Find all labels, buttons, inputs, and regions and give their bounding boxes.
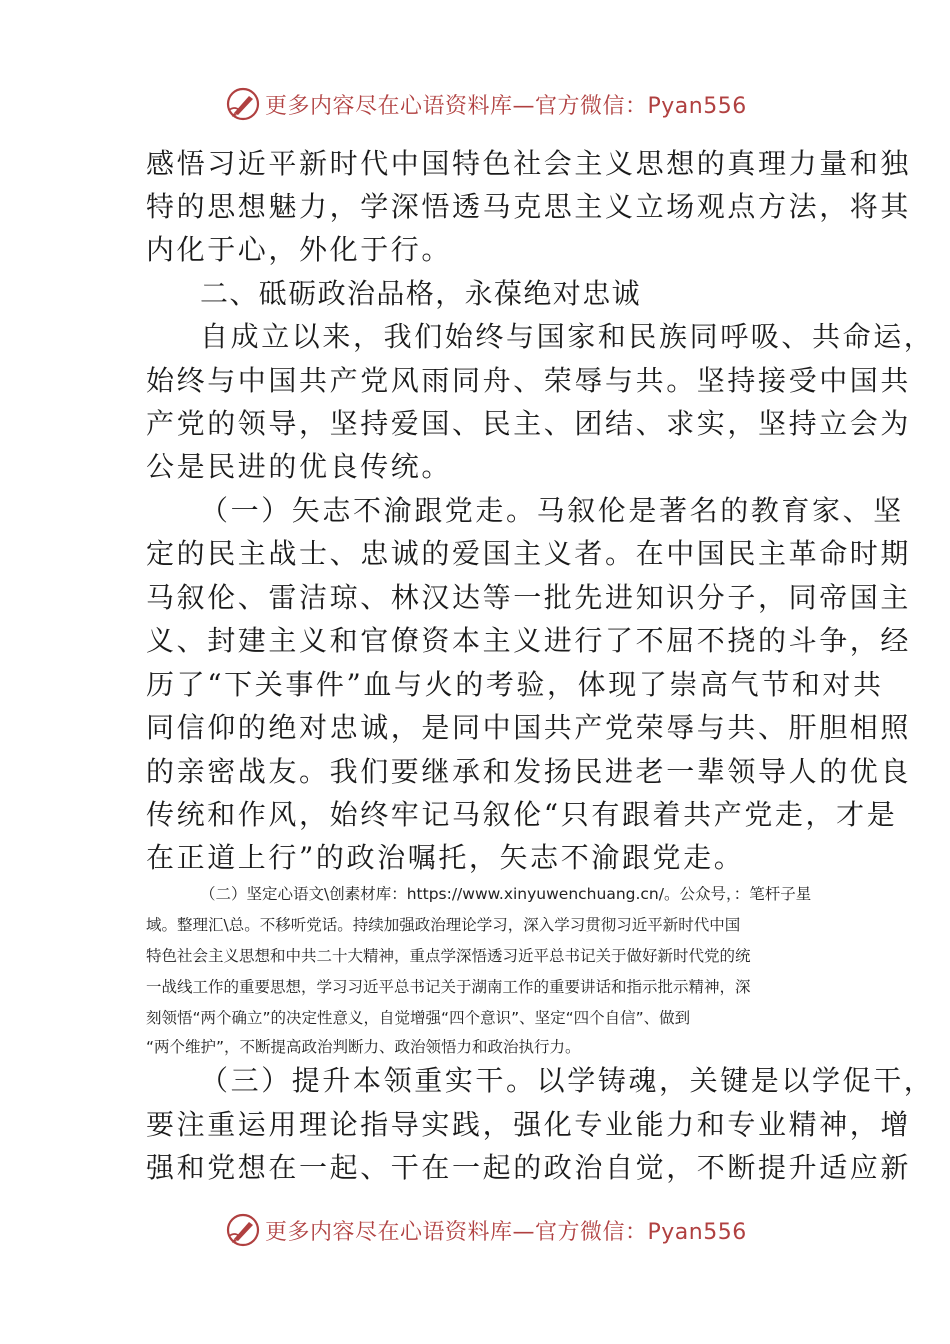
body-line: 要注重运用理论指导实践，强化专业能力和专业精神，增 — [146, 1108, 912, 1141]
body-line: 内化于心，外化于行。 — [146, 233, 453, 266]
small-paragraph-line: 特色社会主义思想和中共二十大精神，重点学深悟透习近平总书记关于做好新时代党的统 — [146, 947, 751, 965]
body-line: 义、封建主义和官僚资本主义进行了不屈不挠的斗争，经 — [146, 624, 912, 657]
pen-circle-logo-icon — [225, 1212, 261, 1248]
body-line: 在正道上行”的政治嘱托，矢志不渝跟党走。 — [146, 841, 745, 874]
small-paragraph-line: 一战线工作的重要思想，学习习近平总书记关于湖南工作的重要讲话和指示批示精神，深 — [146, 978, 751, 996]
body-line: 特的思想魅力，学深悟透马克思主义立场观点方法，将其 — [146, 190, 912, 223]
body-line: 始终与中国共产党风雨同舟、荣辱与共。坚持接受中国共 — [146, 364, 912, 397]
small-paragraph-line: 刻领悟“两个确立”的决定性意义，自觉增强“四个意识”、坚定“四个自信”、做到 — [146, 1009, 691, 1027]
body-line: 定的民主战士、忠诚的爱国主义者。在中国民主革命时期 — [146, 537, 912, 570]
small-paragraph-line: （二）坚定心语文\创素材库：https://www.xinyuwenchuang.cn/。公众号，：笔杆子星 — [200, 885, 812, 903]
header-watermark-banner — [225, 84, 745, 124]
subsection-heading-line: （三）提升本领重实干。以学铸魂，关键是以学促干， — [200, 1064, 935, 1097]
body-line: 公是民进的优良传统。 — [146, 450, 453, 483]
subsection-heading-line: （一）矢志不渝跟党走。马叙伦是著名的教育家、坚 — [200, 494, 904, 527]
footer-watermark-text: 更多内容尽在心语资料库—官方微信：Pyan556 — [265, 1219, 747, 1245]
body-line: 强和党想在一起、干在一起的政治自觉，不断提升适应新 — [146, 1151, 912, 1184]
section-heading: 二、砥砺政治品格，永葆绝对忠诚 — [200, 277, 642, 310]
body-line: 马叙伦、雷洁琼、林汉达等一批先进知识分子，同帝国主 — [146, 581, 912, 614]
body-line: 同信仰的绝对忠诚，是同中国共产党荣辱与共、肝胆相照 — [146, 711, 912, 744]
body-line: 历了“下关事件”血与火的考验，体现了崇高气节和对共 — [146, 668, 884, 701]
pen-circle-logo-icon — [225, 86, 261, 122]
body-line: 自成立以来，我们始终与国家和民族同呼吸、共命运， — [200, 320, 935, 353]
body-line: 感悟习近平新时代中国特色社会主义思想的真理力量和独 — [146, 147, 912, 180]
body-line: 的亲密战友。我们要继承和发扬民进老一辈领导人的优良 — [146, 755, 912, 788]
body-line: 产党的领导，坚持爱国、民主、团结、求实，坚持立会为 — [146, 407, 912, 440]
small-paragraph-line: “两个维护”，不断提高政治判断力、政治领悟力和政治执行力。 — [146, 1038, 581, 1056]
header-watermark-text: 更多内容尽在心语资料库—官方微信：Pyan556 — [265, 93, 747, 119]
body-line: 传统和作风，始终牢记马叙伦“只有跟着共产党走，才是 — [146, 798, 898, 831]
footer-watermark-banner — [225, 1210, 745, 1250]
small-paragraph-line: 域。整理汇\总。不移听党话。持续加强政治理论学习，深入学习贯彻习近平新时代中国 — [146, 916, 741, 934]
